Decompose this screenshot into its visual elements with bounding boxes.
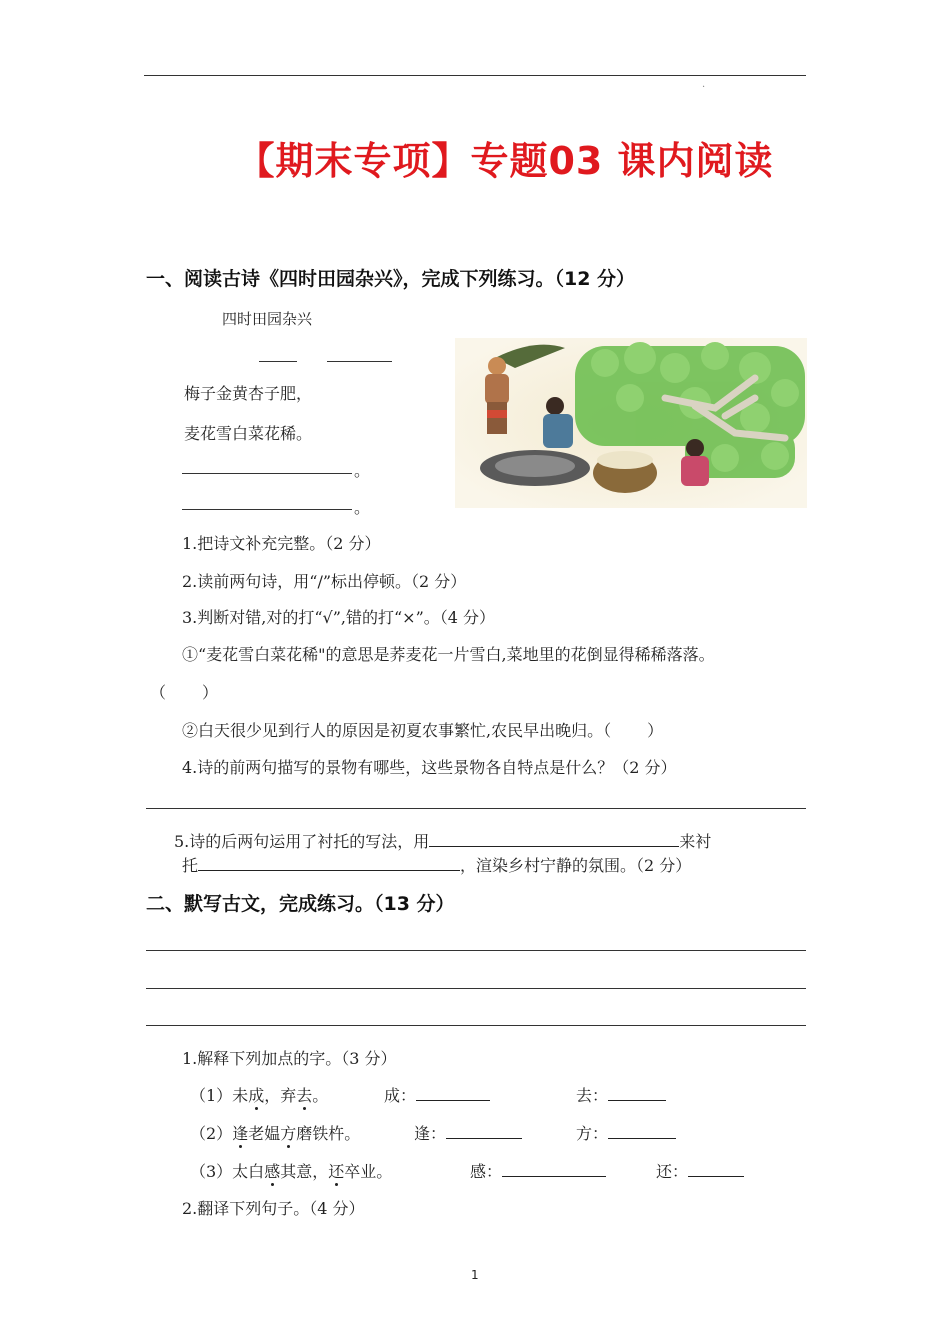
poem-line-3-end: 。 (354, 461, 371, 480)
answer-key: 成： (384, 1086, 417, 1105)
answer-blank[interactable] (416, 1084, 490, 1101)
s1-question-3-item-2[interactable] (182, 718, 663, 741)
s2-item-1-answer-2 (576, 1083, 666, 1106)
s2-item-1 (190, 1083, 328, 1106)
q5-text-b: 来衬 (679, 832, 712, 851)
header-mark: · (702, 82, 706, 93)
q5-text-d: ，渲染乡村宁静的氛围。（2 分） (460, 856, 692, 875)
answer-blank[interactable] (446, 1122, 522, 1139)
answer-key: 逢： (414, 1124, 447, 1143)
item-text: 。 (312, 1086, 329, 1105)
dotted-char: 感 (264, 1162, 281, 1181)
answer-blank[interactable] (502, 1160, 606, 1177)
paren-right: ） (202, 683, 219, 702)
s2-item-1-answer-1 (384, 1083, 490, 1106)
dotted-char: 方 (280, 1124, 297, 1143)
paren-left: （ (150, 683, 167, 702)
dotted-char: 去 (296, 1086, 313, 1105)
dictation-line-2[interactable] (146, 988, 806, 989)
answer-key: 感： (470, 1162, 503, 1181)
q5-text-c: 托 (182, 856, 199, 875)
s2-item-2 (190, 1121, 360, 1144)
poem-line-4-blank[interactable] (182, 509, 352, 510)
section1-heading: 一、阅读古诗《四时田园杂兴》，完成下列练习。（12 分） (146, 268, 636, 290)
dotted-char: 成 (248, 1086, 265, 1105)
item-text: 老媪 (248, 1124, 281, 1143)
dotted-char: 逢 (232, 1124, 249, 1143)
poem-line-1: 梅子金黄杏子肥， (184, 384, 313, 403)
q4-answer-line[interactable] (146, 808, 806, 809)
s2-item-2-answer-1 (414, 1121, 522, 1144)
dotted-char: 还 (328, 1162, 345, 1181)
page-number: 1 (471, 1268, 479, 1282)
dictation-line-1[interactable] (146, 950, 806, 951)
s1-question-5-line-1 (174, 829, 711, 852)
item-text: ，弃 (264, 1086, 297, 1105)
q5-blank-2[interactable] (198, 854, 460, 871)
s2-question-1: 1.解释下列加点的字。（3 分） (182, 1049, 397, 1068)
s2-item-3-answer-2 (656, 1159, 744, 1182)
header-rule (144, 75, 806, 76)
answer-blank[interactable] (608, 1122, 676, 1139)
s2-item-3-answer-1 (470, 1159, 606, 1182)
q5-blank-1[interactable] (429, 830, 679, 847)
answer-blank[interactable] (608, 1084, 666, 1101)
q3-2-text: ②白天很少见到行人的原因是初夏农事繁忙,农民早出晚归。（ (182, 721, 612, 740)
answer-key: 去： (576, 1086, 609, 1105)
item-text: 其意， (280, 1162, 329, 1181)
author-dynasty-blank[interactable] (259, 361, 297, 362)
s1-question-5-line-2 (182, 853, 691, 876)
author-name-blank[interactable] (327, 361, 392, 362)
s1-question-4: 4.诗的前两句描写的景物有哪些，这些景物各自特点是什么？（2 分） (182, 758, 677, 777)
answer-key: 方： (576, 1124, 609, 1143)
item-text: 磨铁杵。 (296, 1124, 361, 1143)
farmer-standing (485, 357, 509, 434)
s1-question-1: 1.把诗文补充完整。（2 分） (182, 534, 381, 553)
item-text: （1）未 (190, 1086, 249, 1105)
section2-heading: 二、默写古文，完成练习。（13 分） (146, 893, 455, 915)
s2-item-2-answer-2 (576, 1121, 676, 1144)
item-text: （3）太白 (190, 1162, 265, 1181)
poem-line-4-end: 。 (354, 498, 371, 517)
poem-line-3-blank[interactable] (182, 473, 352, 474)
item-text: （2） (190, 1124, 233, 1143)
poem-title: 四时田园杂兴 (222, 310, 313, 328)
q5-text-a: 5.诗的后两句运用了衬托的写法，用 (174, 832, 430, 851)
poem-line-2: 麦花雪白菜花稀。 (184, 424, 313, 443)
s1-question-3-item-1: ①“麦花雪白菜花稀"的意思是荞麦花一片雪白,菜地里的花倒显得稀稀落落。 (182, 645, 715, 664)
s1-question-3: 3.判断对错,对的打“√”,错的打“×”。（4 分） (182, 608, 496, 627)
page-title: 【期末专项】专题03 课内阅读 (236, 139, 774, 183)
answer-blank[interactable] (688, 1160, 744, 1177)
dictation-line-3[interactable] (146, 1025, 806, 1026)
s1-question-2: 2.读前两句诗，用“/”标出停顿。（2 分） (182, 572, 467, 591)
farm-illustration (455, 338, 807, 508)
item-text: 卒业。 (344, 1162, 393, 1181)
s1-q3-1-answer-paren[interactable] (150, 680, 218, 703)
answer-key: 还： (656, 1162, 689, 1181)
paren-right: ） (647, 721, 664, 740)
s2-question-2: 2.翻译下列句子。（4 分） (182, 1199, 365, 1218)
s2-item-3 (190, 1159, 392, 1182)
